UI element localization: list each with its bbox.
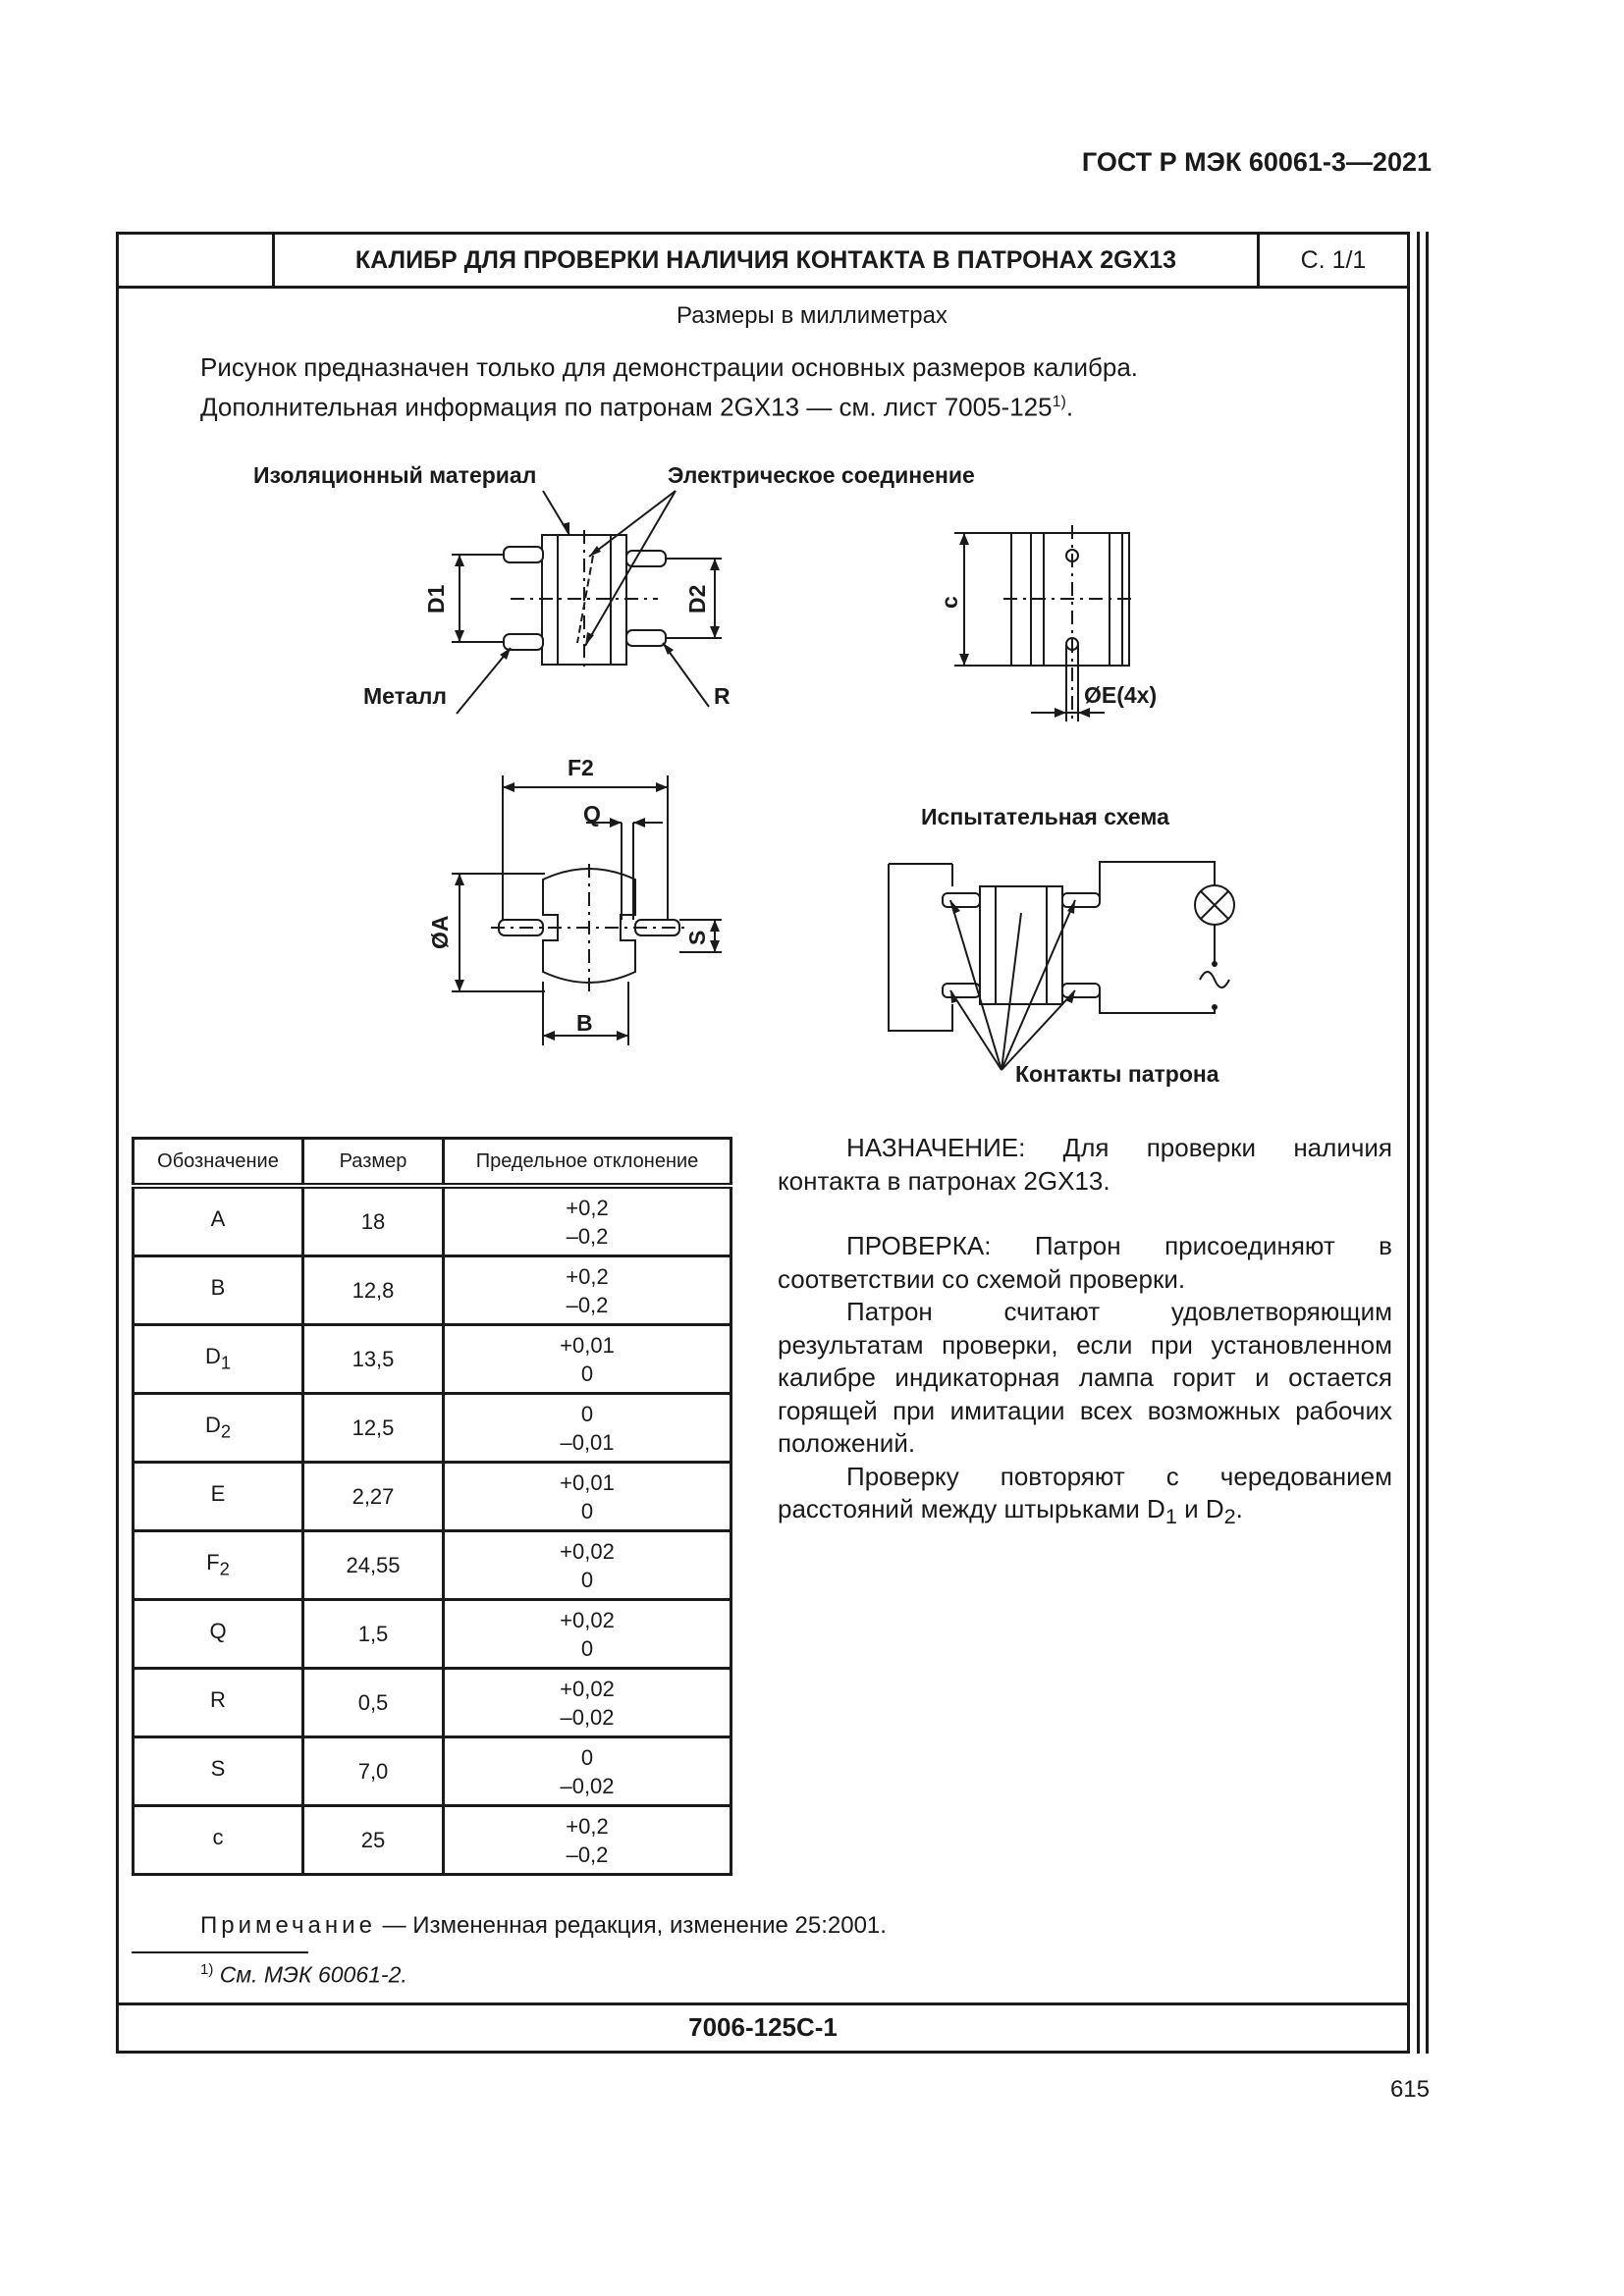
size-cell: 1,5 <box>303 1600 444 1669</box>
label-s: S <box>684 930 710 945</box>
repeat-paragraph: Проверку повторяют с чередованием расстояний между штырьками $D_1$ и $D_2$. <box>778 1461 1392 1529</box>
table-row <box>134 1394 731 1463</box>
label-electrical: Электрическое соединение <box>668 462 975 488</box>
size-cell: 0,5 <box>303 1669 444 1737</box>
sheet-code: 7006-125C-1 <box>688 2012 838 2042</box>
tolerance-cell: +0,01 0 <box>444 1463 731 1531</box>
label-f2: F2 <box>568 755 594 780</box>
label-b: B <box>576 1010 593 1036</box>
tolerance-cell: +0,02 0 <box>444 1531 731 1600</box>
tolerance-cell: +0,01 0 <box>444 1325 731 1394</box>
size-cell: 25 <box>303 1806 444 1875</box>
page-number: 615 <box>1389 2076 1430 2103</box>
table-row <box>134 1186 731 1256</box>
designation-cell: R <box>134 1669 303 1737</box>
size-cell: 12,8 <box>303 1256 444 1325</box>
note-text: — Измененная редакция, изменение 25:2001. <box>375 1912 887 1939</box>
col-size: Размер <box>303 1139 444 1187</box>
col-designation: Обозначение <box>134 1139 303 1187</box>
table-row <box>134 1806 731 1875</box>
dimensions-table <box>132 1137 732 1876</box>
tolerance-cell: +0,2 –0,2 <box>444 1186 731 1256</box>
label-insulation: Изоляционный материал <box>253 462 537 488</box>
tolerance-cell: +0,2 –0,2 <box>444 1256 731 1325</box>
size-cell: 13,5 <box>303 1325 444 1394</box>
size-cell: 24,55 <box>303 1531 444 1600</box>
designation-cell: S <box>134 1737 303 1806</box>
table-row <box>134 1256 731 1325</box>
designation-cell: $D_1$ <box>134 1325 303 1394</box>
table-header-row <box>134 1139 731 1187</box>
label-a: ØA <box>427 915 453 949</box>
table-row <box>134 1325 731 1394</box>
side-view <box>452 491 722 714</box>
designation-cell: $F_2$ <box>134 1531 303 1600</box>
label-d2: D2 <box>684 584 710 614</box>
label-q: Q <box>583 801 601 827</box>
tolerance-cell: +0,2 –0,2 <box>444 1806 731 1875</box>
intro-line-2: Дополнительная информация по патронам 2GX13 — см. лист 7005-125$^{1)}$. <box>200 392 1074 422</box>
designation-cell: c <box>134 1806 303 1875</box>
size-cell: 2,27 <box>303 1463 444 1531</box>
size-cell: 18 <box>303 1186 444 1256</box>
purpose-paragraph: НАЗНАЧЕНИЕ: Для проверки наличия контакта в патронах 2GX13. <box>778 1133 1392 1196</box>
designation-cell: Q <box>134 1600 303 1669</box>
table-row <box>134 1737 731 1806</box>
size-cell: 7,0 <box>303 1737 444 1806</box>
standard-code: ГОСТ Р МЭК 60061-3—2021 <box>1081 147 1432 177</box>
label-r: R <box>714 683 731 709</box>
check-paragraph: ПРОВЕРКА: Патрон присоединяют в соответствии со схемой проверки. <box>778 1231 1392 1294</box>
tolerance-cell: +0,02 –0,02 <box>444 1669 731 1737</box>
test-circuit <box>889 862 1234 1070</box>
col-tolerance: Предельное отклонение <box>444 1139 731 1187</box>
designation-cell: $D_2$ <box>134 1394 303 1463</box>
tolerance-cell: 0 –0,02 <box>444 1737 731 1806</box>
label-d1: D1 <box>423 584 449 614</box>
tolerance-cell: +0,02 0 <box>444 1600 731 1669</box>
gauge-drawing <box>0 0 1624 1129</box>
footnote: $^{1)}$ См. МЭК 60061-2. <box>200 1961 407 1988</box>
label-c: c <box>937 596 962 609</box>
label-contacts: Контакты патрона <box>1015 1061 1219 1087</box>
size-cell: 12,5 <box>303 1394 444 1463</box>
label-metal: Металл <box>363 683 447 709</box>
note <box>200 1912 887 1940</box>
label-e: ØE(4x) <box>1084 682 1158 708</box>
designation-cell: B <box>134 1256 303 1325</box>
label-test-circuit: Испытательная схема <box>921 804 1169 829</box>
table-row <box>134 1463 731 1531</box>
footnote-divider <box>132 1951 308 1953</box>
note-label: Примечание <box>200 1912 376 1939</box>
designation-cell: A <box>134 1186 303 1256</box>
criterion-paragraph: Патрон считают удовлетворяющим результатам проверки, если при установленном калибре индикаторная лампа горит и остается горящей при имитации всех возможных рабочих положений. <box>778 1297 1392 1458</box>
units-note: Размеры в миллиметрах <box>677 302 947 329</box>
table-row <box>134 1669 731 1737</box>
sheet-title: КАЛИБР ДЛЯ ПРОВЕРКИ НАЛИЧИЯ КОНТАКТА В ПАТРОНАХ 2GX13 <box>275 235 1260 286</box>
intro-line-1: Рисунок предназначен только для демонстрации основных размеров калибра. <box>200 352 1139 382</box>
sheet-page: С. 1/1 <box>1300 245 1367 274</box>
designation-cell: E <box>134 1463 303 1531</box>
table-row <box>134 1600 731 1669</box>
footer-divider <box>116 2002 1410 2005</box>
tolerance-cell: 0 –0,01 <box>444 1394 731 1463</box>
description-text <box>778 1132 1392 1533</box>
table-row <box>134 1531 731 1600</box>
